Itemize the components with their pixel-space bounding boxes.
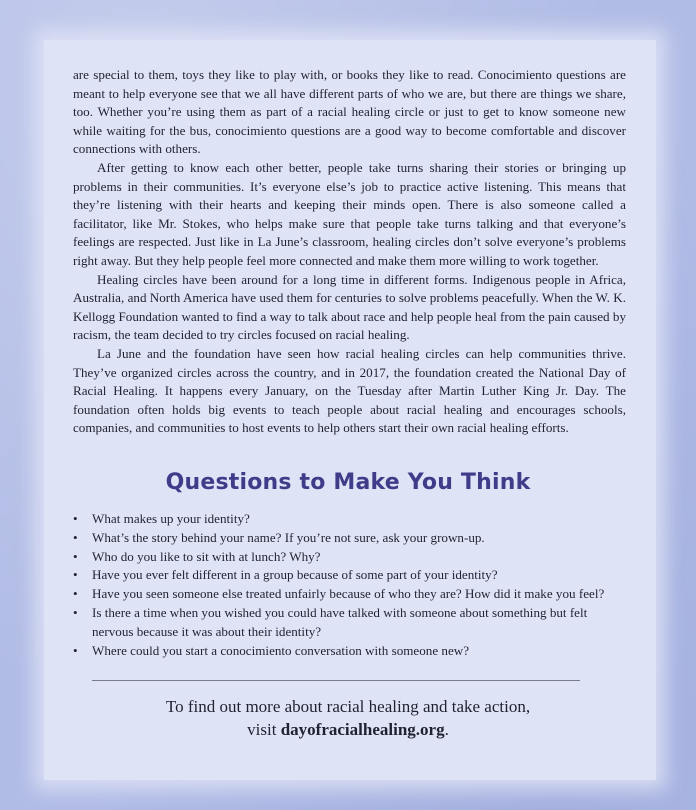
paragraph: After getting to know each other better, people take turns sharing their stories or bringing up problems in their communities. It’s everyone else’s job to practice active listening. This means that they’re listening with their hearts and keeping their minds open. There is also someone called a facilitator, like Mr. Stokes, who helps make sure that people take turns talking and that everyone’s feelings are respected. Just like in La June’s classroom, healing circles don’t solve everyone’s problems right away. But they help people feel more connected and make them more willing to work together. [73, 159, 626, 268]
body-text [73, 66, 626, 438]
list-item: • What makes up your identity? [73, 510, 613, 529]
section-heading: Questions to Make You Think [165, 470, 531, 495]
list-item: • Is there a time when you wished you could have talked with someone about something but felt nervous because it was about their identity? [73, 604, 613, 642]
list-item: • Have you ever felt different in a group because of some part of your identity? [73, 566, 613, 585]
questions-list [73, 510, 613, 660]
list-item: • What’s the story behind your name? If you’re not sure, ask your grown-up. [73, 529, 613, 548]
divider [92, 680, 580, 681]
website-link[interactable]: dayofracialhealing.org [280, 720, 445, 739]
paragraph: are special to them, toys they like to play with, or books they like to read. Conocimiento questions are meant to help everyone see that we all have different parts of who we are, but there are things we share, too. Whether you’re using them as part of a racial healing circle or just to get to know someone new while waiting for the bus, conocimiento questions are a good way to become comfortable and discover connections with others. [73, 67, 626, 157]
cta-prefix: visit [247, 720, 281, 739]
list-item: • Who do you like to sit with at lunch? Why? [73, 548, 613, 567]
list-item: • Where could you start a conocimiento conversation with someone new? [73, 642, 613, 661]
cta-suffix: . [444, 720, 449, 739]
cta-line: To find out more about racial healing and take action, [165, 697, 531, 716]
list-item: • Have you seen someone else treated unfairly because of who they are? How did it make you feel? [73, 585, 613, 604]
paragraph: La June and the foundation have seen how racial healing circles can help communities thrive. They’ve organized circles across the country, and in 2017, the foundation created the National Day of Racial Healing. It happens every January, on the Tuesday after Martin Luther King Jr. Day. The foundation often holds big events to teach people about racial healing and encourages schools, companies, and communities to host events to help others start their own racial healing efforts. [73, 345, 626, 436]
call-to-action [0, 695, 696, 741]
paragraph: Healing circles have been around for a long time in different forms. Indigenous people in Africa, Australia, and North America have used them for centuries to solve problems peacefully. When the W. K. Kellogg Foundation wanted to find a way to talk about race and help people heal from the pain caused by racism, the team decided to try circles focused on racial healing. [73, 271, 626, 343]
cta-line [0, 718, 696, 741]
